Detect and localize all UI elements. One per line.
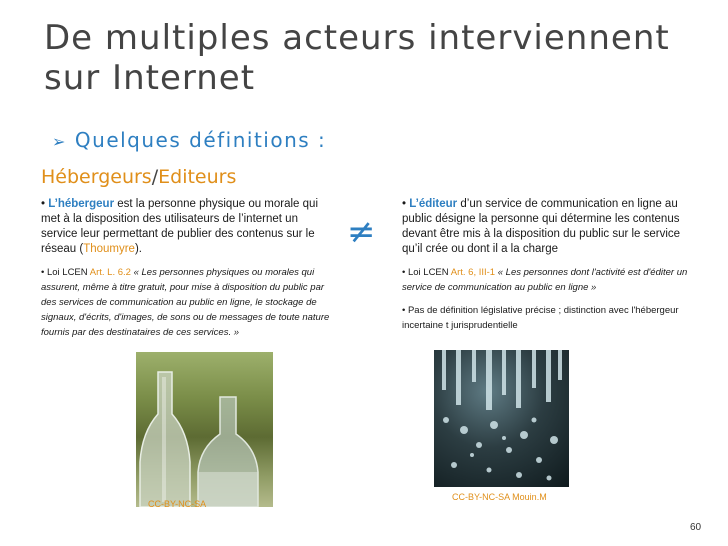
photo-credit-left: CC-BY-NC-SA [148, 499, 207, 509]
editeurs-label: Editeurs [158, 166, 237, 188]
slash: / [151, 166, 159, 188]
hebergeur-column [41, 197, 331, 348]
bottles-photo [136, 352, 273, 507]
photo-credit-right: CC-BY-NC-SA Mouin.M [452, 492, 547, 502]
not-equal-icon: ≠ [347, 212, 376, 252]
editeur-text: d’un service de communication en ligne au public désigne la personne qui détermine les contenus devant être mis à la disposition du public sur le service qu’il crée ou dont il a la charge [402, 198, 681, 255]
editeur-note [402, 303, 702, 333]
hebergeurs-label: Hébergeurs [41, 166, 152, 188]
law-article-link[interactable]: Art. L. 6.2 [89, 267, 131, 278]
editeur-definition [402, 197, 702, 257]
bullet-icon: • [41, 267, 45, 278]
hebergeur-term: L’hébergeur [48, 198, 115, 210]
law-prefix: Loi LCEN [407, 267, 451, 278]
section-heading [41, 166, 236, 188]
water-drops-photo [434, 350, 569, 487]
bullet-icon: • [402, 305, 406, 316]
page-number: 60 [690, 522, 702, 533]
law-quote: « Les personnes physiques ou morales qui assurent, même à titre gratuit, pour mise à disposition du public par des services de communication au public en ligne, le stockage de signaux, d'écrits, d'images, de sons ou de messages de toute nature fournis par des destinataires de ces services. » [41, 267, 330, 338]
bullet-icon: • [402, 267, 406, 278]
law-prefix: Loi LCEN [46, 267, 90, 278]
bullet-icon: • [41, 198, 46, 210]
editeur-term: L’éditeur [409, 198, 458, 210]
hebergeur-text-end: ). [134, 243, 142, 255]
law-article-link[interactable]: Art. 6, III-1 [450, 267, 496, 278]
arrow-bullet-icon: ➢ [52, 132, 67, 151]
bullet-icon: • [402, 198, 407, 210]
subtitle [52, 128, 326, 152]
thoumyre-link[interactable]: Thoumyre [83, 243, 135, 255]
hebergeur-text: est la personne physique ou morale qui met à la disposition des utilisateurs de l’internet un service leur permettant de publier des contenus sur le réseau ( [41, 198, 318, 255]
editeur-column [402, 197, 702, 341]
hebergeur-definition [41, 197, 331, 257]
slide-title: De multiples acteurs interviennent sur Internet [44, 18, 670, 98]
bottles-illustration [136, 352, 273, 507]
note-text: Pas de définition législative précise ; distinction avec l'hébergeur incertaine t jurisprudentielle [402, 305, 679, 331]
law-quote: « Les personnes dont l'activité est d'éditer un service de communication au public en ligne » [402, 267, 688, 293]
water-drops-illustration [434, 350, 569, 487]
hebergeur-law [41, 265, 331, 340]
editeur-law [402, 265, 702, 295]
subtitle-text: Quelques définitions : [74, 128, 327, 152]
